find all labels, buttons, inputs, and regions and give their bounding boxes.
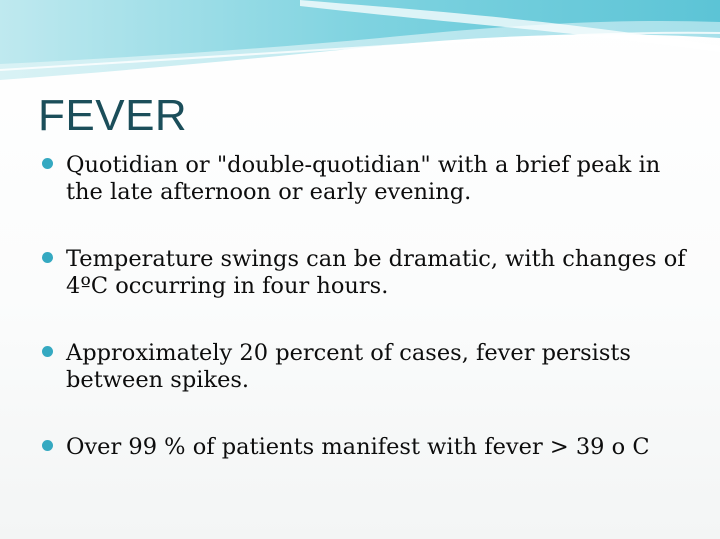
bullet-item (40, 246, 690, 300)
bullet-text: Approximately 20 percent of cases, fever persists between spikes. (66, 340, 631, 393)
bullet-dot-icon (42, 440, 53, 451)
bullet-text: Quotidian or "double-quotidian" with a brief peak in the late afternoon or early evening. (66, 152, 661, 205)
bullet-item (40, 434, 690, 461)
bullet-item (40, 152, 690, 206)
header-wave-decoration (0, 0, 720, 90)
bullet-list (40, 152, 690, 461)
bullet-dot-icon (42, 252, 53, 263)
bullet-dot-icon (42, 158, 53, 169)
bullet-dot-icon (42, 346, 53, 357)
bullet-text: Temperature swings can be dramatic, with changes of 4ºC occurring in four hours. (66, 246, 686, 299)
bullet-text: Over 99 % of patients manifest with fever > 39 o C (66, 434, 650, 460)
slide-title: FEVER (38, 91, 188, 140)
bullet-item (40, 340, 690, 394)
